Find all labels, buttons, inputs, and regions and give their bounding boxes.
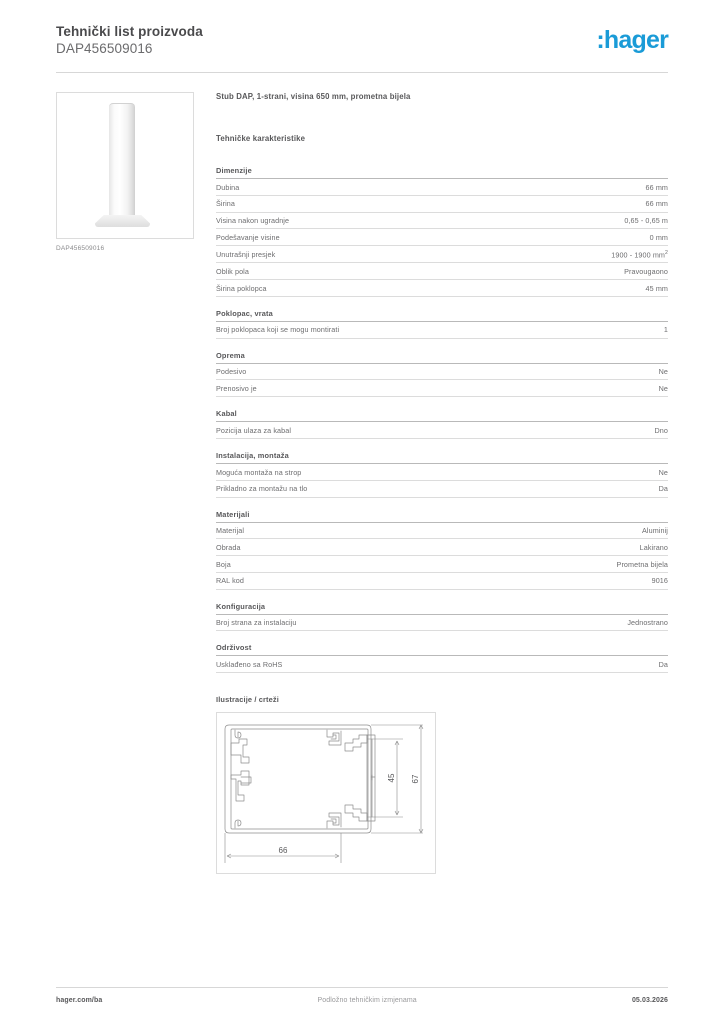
page-header [56, 24, 668, 57]
spec-value: Prometna bijela [616, 559, 668, 569]
spec-label: Boja [216, 559, 231, 569]
footer-date: 05.03.2026 [631, 997, 668, 1004]
product-image-caption: DAP456509016 [56, 245, 105, 252]
dimension-width-label: 66 [278, 846, 288, 856]
spec-label: Moguća montaža na strop [216, 467, 302, 477]
page-footer [56, 997, 668, 1004]
spec-value: Dno [654, 425, 668, 435]
spec-label: Unutrašnji presjek [216, 250, 276, 260]
spec-row [216, 229, 668, 246]
specifications-heading: Tehničke karakteristike [216, 134, 306, 143]
spec-row [216, 422, 668, 439]
spec-value: Da [658, 484, 668, 494]
spec-label: Prikladno za montažu na tlo [216, 484, 308, 494]
spec-value: 0 mm [649, 232, 668, 242]
section-title: Konfiguracija [216, 602, 668, 615]
dimension-height-label: 67 [411, 774, 420, 784]
spec-row [216, 263, 668, 280]
spec-label: Prenosivo je [216, 384, 257, 394]
section-title: Oprema [216, 351, 668, 364]
spec-label: Obrada [216, 542, 241, 552]
spec-row [216, 246, 668, 263]
spec-label: Usklađeno sa RoHS [216, 660, 283, 670]
hager-logo: :hager [596, 26, 668, 54]
section-title: Kabal [216, 409, 668, 422]
header-divider [56, 72, 668, 73]
spec-label: Materijal [216, 526, 245, 536]
spec-section [216, 451, 668, 498]
cross-section-svg [217, 713, 435, 873]
section-title: Poklopac, vrata [216, 309, 668, 322]
spec-label: Dubina [216, 182, 240, 192]
spec-label: Broj poklopaca koji se mogu montirati [216, 325, 340, 335]
spec-value: 66 mm [645, 199, 668, 209]
spec-section [216, 409, 668, 439]
spec-row [216, 380, 668, 397]
footer-divider [56, 987, 668, 988]
spec-label: Podešavanje visine [216, 232, 280, 242]
dimension-cover-label: 45 [387, 773, 396, 783]
spec-section [216, 166, 668, 297]
column-base [95, 215, 150, 227]
spec-value: 0,65 - 0,65 m [624, 216, 668, 226]
spec-value: Aluminij [642, 526, 668, 536]
section-title: Instalacija, montaža [216, 451, 668, 464]
spec-label: Visina nakon ugradnje [216, 216, 290, 226]
technical-drawing [216, 712, 436, 874]
spec-label: Broj strana za instalaciju [216, 618, 297, 628]
spec-row [216, 280, 668, 297]
section-title: Održivost [216, 643, 668, 656]
spec-value: Ne [658, 467, 668, 477]
spec-label: Širina [216, 199, 235, 209]
spec-row [216, 656, 668, 673]
product-image [56, 92, 194, 239]
spec-section [216, 602, 668, 632]
spec-row [216, 322, 668, 339]
spec-label: Oblik pola [216, 266, 249, 276]
column-body [109, 103, 135, 217]
spec-value: 1 [663, 325, 668, 335]
spec-value: 9016 [651, 576, 668, 586]
spec-value: Da [658, 660, 668, 670]
spec-label: Širina poklopca [216, 283, 267, 293]
spec-section [216, 643, 668, 673]
specification-sections [216, 166, 668, 673]
spec-row [216, 364, 668, 381]
section-title: Materijali [216, 510, 668, 523]
page-title: Tehnički list proizvoda [56, 24, 203, 39]
product-name: Stub DAP, 1-strani, visina 650 mm, prometna bijela [216, 92, 411, 101]
spec-row [216, 481, 668, 498]
spec-value: 45 mm [645, 283, 668, 293]
spec-value: Jednostrano [627, 618, 668, 628]
spec-row [216, 539, 668, 556]
product-illustration-column [95, 103, 155, 231]
spec-value: Ne [658, 367, 668, 377]
spec-row [216, 196, 668, 213]
section-title: Dimenzije [216, 166, 668, 179]
footer-disclaimer: Podložno tehničkim izmjenama [317, 997, 417, 1004]
footer-website[interactable]: hager.com/ba [56, 997, 103, 1004]
spec-value: Lakirano [639, 542, 668, 552]
spec-section [216, 309, 668, 339]
spec-label: Podesivo [216, 367, 247, 377]
spec-value: Ne [658, 384, 668, 394]
spec-section [216, 351, 668, 398]
spec-row [216, 464, 668, 481]
spec-label: Pozicija ulaza za kabal [216, 425, 292, 435]
spec-value: 1900 - 1900 $mm^2$ [611, 249, 668, 260]
spec-row [216, 556, 668, 573]
spec-row [216, 573, 668, 590]
document-reference: DAP456509016 [56, 41, 153, 56]
spec-section [216, 510, 668, 590]
spec-row [216, 213, 668, 230]
spec-row [216, 179, 668, 196]
spec-row [216, 615, 668, 632]
spec-row [216, 523, 668, 540]
spec-label: RAL kod [216, 576, 245, 586]
header-titles [56, 24, 203, 57]
main-content [216, 92, 668, 874]
drawings-heading: Ilustracije / crteži [216, 695, 279, 705]
spec-value: Pravougaono [624, 266, 668, 276]
spec-value: 66 mm [645, 182, 668, 192]
